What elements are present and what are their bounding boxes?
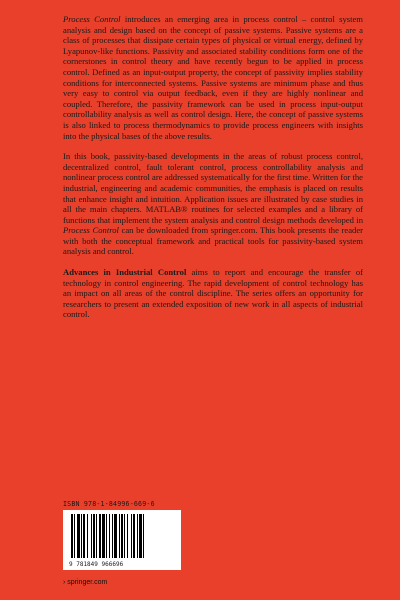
isbn-label: ISBN 978-1-84996-669-6 bbox=[63, 500, 155, 508]
barcode-bar bbox=[99, 514, 101, 558]
book-title-italic: Process Control bbox=[63, 14, 121, 24]
barcode-bar bbox=[133, 514, 135, 558]
body-paragraph bbox=[63, 151, 363, 257]
publisher-url[interactable]: › springer.com bbox=[63, 579, 108, 586]
barcode-bar bbox=[114, 514, 117, 558]
barcode-bar bbox=[71, 514, 73, 558]
barcode-bar bbox=[121, 514, 123, 558]
barcode-bar bbox=[102, 514, 105, 558]
barcode-bar bbox=[96, 514, 97, 558]
barcode-bar bbox=[119, 514, 120, 558]
barcode-bar bbox=[81, 514, 82, 558]
barcode-bar bbox=[131, 514, 132, 558]
barcode-bar bbox=[74, 514, 75, 558]
barcode-bar bbox=[139, 514, 142, 558]
barcode-bar bbox=[124, 514, 125, 558]
barcode-block bbox=[63, 500, 181, 570]
body-italic-title: Process Control bbox=[63, 225, 119, 236]
body-text-part2: can be downloaded from springer.com. This book presents the reader with both the conceptual framework and practical tools for passivity-based system analysis and control. bbox=[63, 225, 363, 257]
intro-text: introduces an emerging area in process control – control system analysis and design based on the concept of passive systems. Passive systems are a class of processes that dissipate certain types of physical or virtual energy, defined by Lyapunov-like functions. Passivity and associated stability conditions form one of the cornerstones in control theory and have recently begun to be applied in process control. Defined as an input-output property, the concept of passivity implies stability conditions for interconnected systems. Passive systems are minimum phase and thus very easy to control via output feedback, even if they are highly nonlinear and coupled. Therefore, the passivity framework can be used in process input-output controllability analysis as well as control design. Here, the concept of passive systems is also linked to process thermodynamics to provide process engineers with insights into the physical bases of the above results. bbox=[63, 14, 363, 141]
barcode-bar bbox=[127, 514, 128, 558]
barcode-bar bbox=[143, 514, 144, 558]
barcode-bar bbox=[93, 514, 95, 558]
barcode-bars bbox=[71, 514, 173, 558]
barcode-bar bbox=[109, 514, 110, 558]
barcode-bar bbox=[91, 514, 92, 558]
intro-paragraph bbox=[63, 14, 363, 141]
barcode-bar bbox=[83, 514, 85, 558]
barcode-bar bbox=[87, 514, 88, 558]
body-text-part1: In this book, passivity-based developments in the areas of robust process control, decentralized control, fault tolerant control, process controllability analysis and nonlinear process control are addressed systematically for the first time. Written for the industrial, engineering and academic communities, the emphasis is placed on results that enhance insight and intuition. Application issues are illustrated by case studies in all the main chapters. MATLAB® routines for selected examples and a library of functions that implement the system analysis and control design methods developed in bbox=[63, 151, 363, 225]
series-paragraph bbox=[63, 267, 363, 320]
back-cover-text bbox=[63, 14, 363, 330]
barcode-bar bbox=[77, 514, 80, 558]
series-text: aims to report and encourage the transfer of technology in control engineering. The rapid development of control technology has an impact on all areas of the control discipline. The series offers an opportunity for researchers to present an extended exposition of new work in all aspects of industrial control. bbox=[63, 267, 363, 320]
barcode-bar bbox=[137, 514, 138, 558]
barcode-digits: 9 781849 966696 bbox=[69, 561, 124, 568]
barcode-bar bbox=[112, 514, 113, 558]
barcode-bar bbox=[106, 514, 107, 558]
barcode bbox=[63, 510, 181, 570]
series-name: Advances in Industrial Control bbox=[63, 267, 187, 278]
